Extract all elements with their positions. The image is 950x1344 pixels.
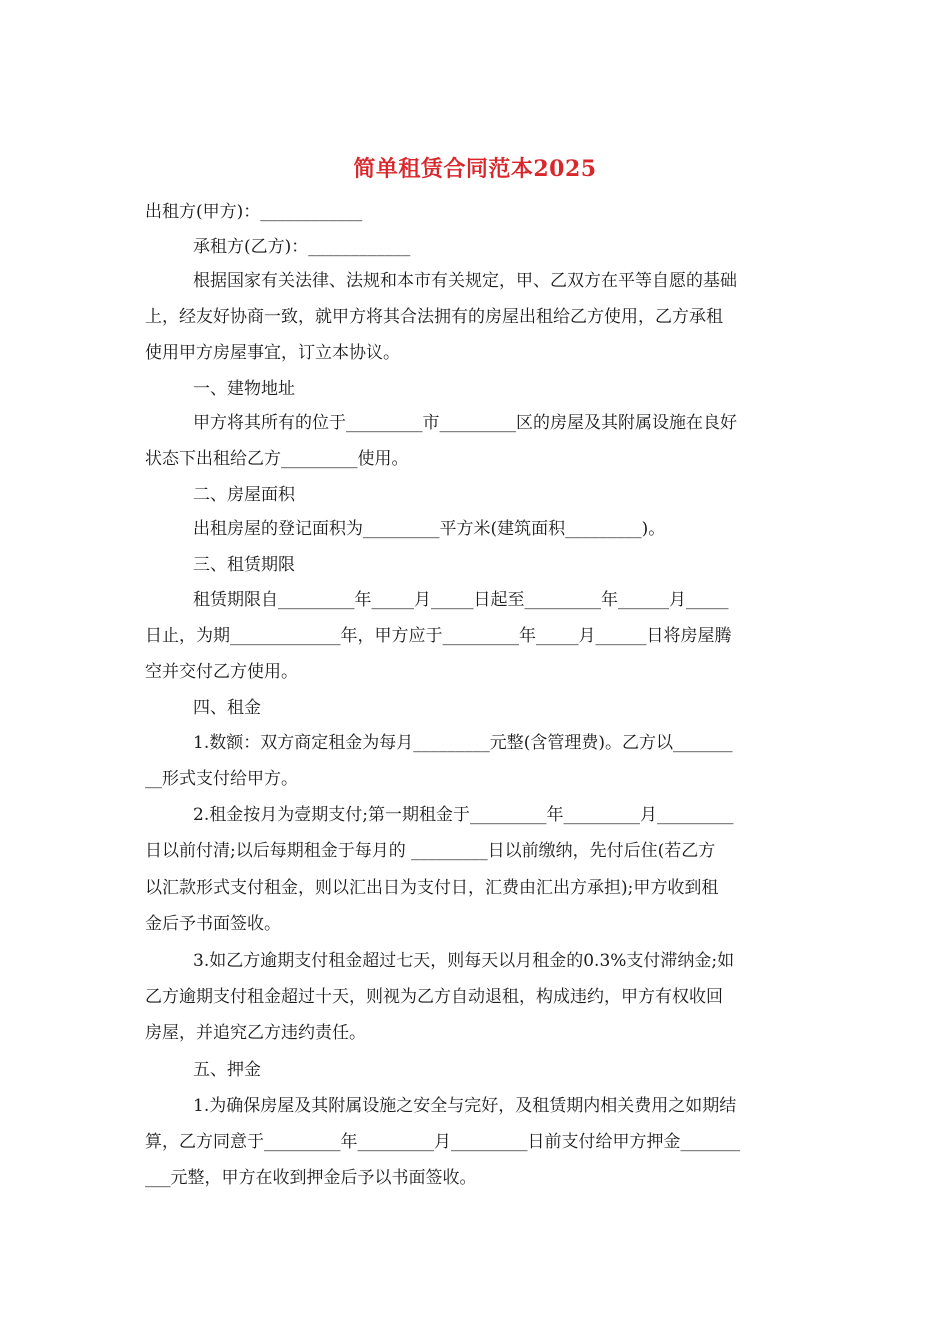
rent-clause-2-line-1: 2.租金按月为壹期支付;第一期租金于_________年_________月_________ <box>193 805 734 825</box>
area-line: 出租房屋的登记面积为_________平方米(建筑面积_________)。 <box>193 519 666 539</box>
lessor-field: 出租方(甲方)：____________ <box>145 202 363 222</box>
preamble-line-1: 根据国家有关法律、法规和本市有关规定，甲、乙双方在平等自愿的基础 <box>193 271 737 291</box>
rent-clause-3-line-2: 乙方逾期支付租金超过十天，则视为乙方自动退租，构成违约，甲方有权收回 <box>145 987 723 1007</box>
deposit-clause-1-line-3: ___元整，甲方在收到押金后予以书面签收。 <box>145 1168 477 1188</box>
section-heading-term: 三、租赁期限 <box>193 555 295 575</box>
rent-clause-3-line-1: 3.如乙方逾期支付租金超过七天，则每天以月租金的0.3%支付滞纳金;如 <box>193 951 735 971</box>
lessee-field: 承租方(乙方)：____________ <box>193 237 411 257</box>
rent-clause-2-line-4: 金后予书面签收。 <box>145 914 281 934</box>
rent-clause-2-line-3: 以汇款形式支付租金，则以汇出日为支付日，汇费由汇出方承担);甲方收到租 <box>145 878 719 898</box>
term-line-3: 空并交付乙方使用。 <box>145 662 298 682</box>
term-line-1: 租赁期限自_________年_____月_____日起至_________年______月_____ <box>193 590 729 610</box>
address-line-2: 状态下出租给乙方_________使用。 <box>145 449 409 469</box>
section-heading-address: 一、建物地址 <box>193 379 295 399</box>
rent-clause-2-line-2: 日以前付清;以后每期租金于每月的 _________日以前缴纳，先付后住(若乙方 <box>145 841 716 861</box>
preamble-line-3: 使用甲方房屋事宜，订立本协议。 <box>145 343 400 363</box>
preamble-line-2: 上，经友好协商一致，就甲方将其合法拥有的房屋出租给乙方使用，乙方承租 <box>145 307 723 327</box>
deposit-clause-1-line-2: 算，乙方同意于_________年_________月_________日前支付给甲方押金_______ <box>145 1132 740 1152</box>
document-title: 简单租赁合同范本2025 <box>353 156 597 182</box>
rent-clause-3-line-3: 房屋，并追究乙方违约责任。 <box>145 1023 366 1043</box>
rent-clause-1-line-2: __形式支付给甲方。 <box>145 769 298 789</box>
section-heading-rent: 四、租金 <box>193 698 261 718</box>
term-line-2: 日止，为期_____________年，甲方应于_________年_____月______日将房屋腾 <box>145 626 732 646</box>
section-heading-deposit: 五、押金 <box>193 1060 261 1080</box>
address-line-1: 甲方将其所有的位于_________市_________区的房屋及其附属设施在良好 <box>193 413 737 433</box>
section-heading-area: 二、房屋面积 <box>193 485 295 505</box>
rent-clause-1-line-1: 1.数额：双方商定租金为每月_________元整(含管理费)。乙方以_______ <box>193 733 733 753</box>
deposit-clause-1-line-1: 1.为确保房屋及其附属设施之安全与完好，及租赁期内相关费用之如期结 <box>193 1096 737 1116</box>
